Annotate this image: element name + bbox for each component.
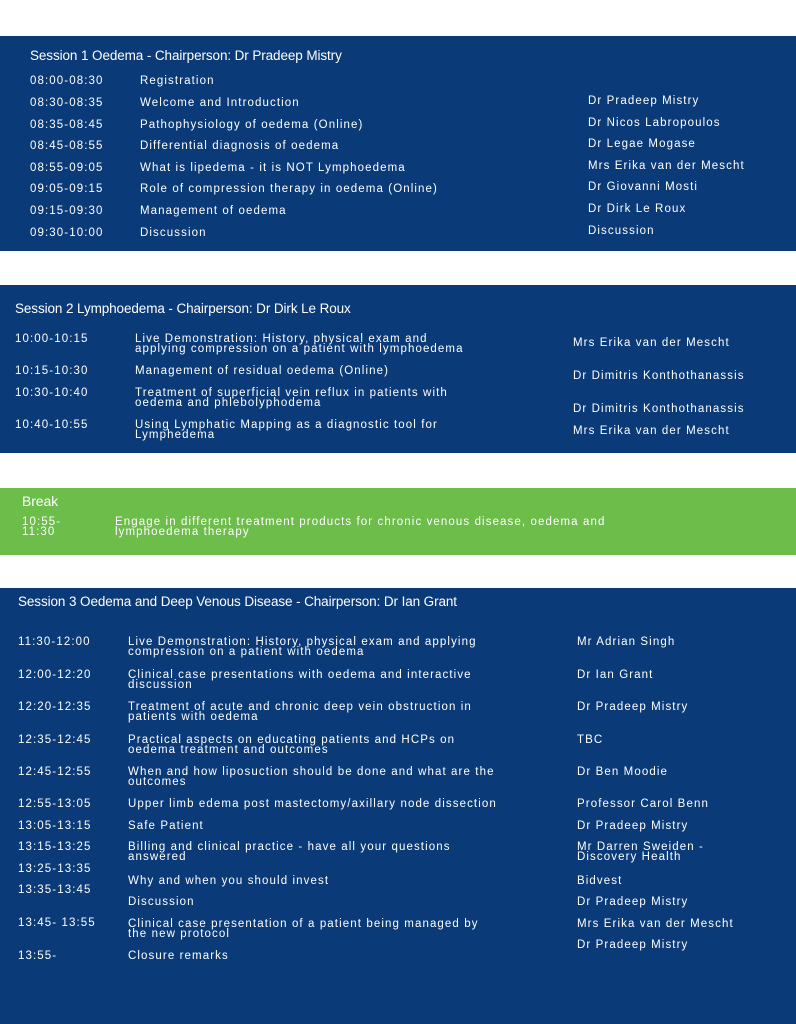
session-3-panel xyxy=(0,588,796,1024)
session-1-panel xyxy=(0,36,796,251)
session-1-topic: Welcome and Introduction xyxy=(140,97,300,109)
session-1-topic: Pathophysiology of oedema (Online) xyxy=(140,119,364,131)
session-3-time: 13:05-13:15 xyxy=(18,820,92,832)
session-1-time: 09:05-09:15 xyxy=(30,183,104,195)
session-1-topic: Differential diagnosis of oedema xyxy=(140,140,340,152)
session-3-topic: Why and when you should invest xyxy=(128,875,330,887)
session-1-topic: What is lipedema - it is NOT Lymphoedema xyxy=(140,162,406,174)
session-2-panel xyxy=(0,285,796,453)
session-3-topic: Practical aspects on educating patients and HCPs on oedema treatment and outcomes xyxy=(128,734,456,756)
session-1-time: 08:30-08:35 xyxy=(30,97,104,109)
session-3-speaker: Dr Ben Moodie xyxy=(577,766,669,778)
session-1-speaker: Dr Nicos Labropoulos xyxy=(588,117,721,129)
session-3-speaker: Dr Pradeep Mistry xyxy=(577,896,689,908)
session-3-time: 13:35-13:45 xyxy=(18,884,92,896)
break-title: Break xyxy=(22,493,59,509)
break-time: 10:55- 11:30 xyxy=(22,516,62,538)
session-2-topic: Treatment of superficial vein reflux in patients with oedema and phlebolyphodema xyxy=(135,387,448,409)
session-1-speaker: Dr Dirk Le Roux xyxy=(588,203,687,215)
session-1-time: 08:00-08:30 xyxy=(30,75,104,87)
session-3-speaker: TBC xyxy=(577,734,604,746)
session-3-speaker: Mr Darren Sweiden - Discovery Health xyxy=(577,841,704,863)
session-3-speaker: Dr Pradeep Mistry xyxy=(577,701,689,713)
session-1-speaker: Dr Giovanni Mosti xyxy=(588,181,699,193)
session-1-topic: Registration xyxy=(140,75,215,87)
session-3-time: 11:30-12:00 xyxy=(18,636,91,648)
session-3-time: 12:45-12:55 xyxy=(18,766,92,778)
session-3-time: 13:15-13:25 xyxy=(18,841,92,853)
session-3-title: Session 3 Oedema and Deep Venous Disease - Chairperson: Dr Ian Grant xyxy=(18,594,457,609)
session-1-time: 08:55-09:05 xyxy=(30,162,104,174)
session-3-topic: Discussion xyxy=(128,896,195,908)
session-3-speaker: Dr Pradeep Mistry xyxy=(577,939,689,951)
session-3-topic: Clinical case presentations with oedema and interactive discussion xyxy=(128,669,472,691)
session-3-speaker: Bidvest xyxy=(577,875,623,887)
session-3-time: 13:55- xyxy=(18,950,58,962)
session-3-topic: Closure remarks xyxy=(128,950,229,962)
session-3-time: 13:25-13:35 xyxy=(18,863,92,875)
session-1-time: 08:45-08:55 xyxy=(30,140,104,152)
break-topic: Engage in different treatment products for chronic venous disease, oedema and lymphoedema therapy xyxy=(115,516,606,538)
session-2-topic: Using Lymphatic Mapping as a diagnostic tool for Lymphedema xyxy=(135,419,438,441)
session-3-speaker: Professor Carol Benn xyxy=(577,798,709,810)
session-3-speaker: Mrs Erika van der Mescht xyxy=(577,918,734,930)
session-3-topic: Safe Patient xyxy=(128,820,204,832)
session-3-time: 12:20-12:35 xyxy=(18,701,92,713)
session-1-topic: Discussion xyxy=(140,227,207,239)
session-3-speaker: Mr Adrian Singh xyxy=(577,636,676,648)
session-3-topic: Billing and clinical practice - have all your questions answered xyxy=(128,841,451,863)
session-1-speaker: Dr Legae Mogase xyxy=(588,138,696,150)
session-3-time: 12:35-12:45 xyxy=(18,734,92,746)
session-1-topic: Role of compression therapy in oedema (Online) xyxy=(140,183,438,195)
session-1-speaker: Mrs Erika van der Mescht xyxy=(588,160,745,172)
session-3-speaker: Dr Pradeep Mistry xyxy=(577,820,689,832)
session-2-speaker: Mrs Erika van der Mescht xyxy=(573,425,730,437)
session-2-time: 10:00-10:15 xyxy=(15,333,89,345)
session-1-speaker: Dr Pradeep Mistry xyxy=(588,95,700,107)
session-1-time: 08:35-08:45 xyxy=(30,119,104,131)
session-3-time: 13:45- 13:55 xyxy=(18,917,96,929)
session-2-topic: Live Demonstration: History, physical exam and applying compression on a patient with lymphoedema xyxy=(135,333,464,355)
session-2-time: 10:40-10:55 xyxy=(15,419,89,431)
session-2-time: 10:30-10:40 xyxy=(15,387,89,399)
session-3-topic: When and how liposuction should be done and what are the outcomes xyxy=(128,766,495,788)
session-2-speaker: Dr Dimitris Konthothanassis xyxy=(573,403,745,415)
session-1-speaker: Discussion xyxy=(588,225,655,237)
session-3-topic: Treatment of acute and chronic deep vein obstruction in patients with oedema xyxy=(128,701,472,723)
session-2-title: Session 2 Lymphoedema - Chairperson: Dr Dirk Le Roux xyxy=(15,301,351,316)
session-2-speaker: Dr Dimitris Konthothanassis xyxy=(573,370,745,382)
break-panel xyxy=(0,488,796,555)
session-1-time: 09:30-10:00 xyxy=(30,227,104,239)
session-1-title: Session 1 Oedema - Chairperson: Dr Pradeep Mistry xyxy=(30,48,342,63)
session-3-topic: Upper limb edema post mastectomy/axillary node dissection xyxy=(128,798,497,810)
session-1-topic: Management of oedema xyxy=(140,205,287,217)
session-3-topic: Clinical case presentation of a patient being managed by the new protocol xyxy=(128,918,479,940)
session-2-time: 10:15-10:30 xyxy=(15,365,89,377)
session-3-time: 12:00-12:20 xyxy=(18,669,92,681)
session-3-topic: Live Demonstration: History, physical exam and applying compression on a patient with oedema xyxy=(128,636,477,658)
session-1-time: 09:15-09:30 xyxy=(30,205,104,217)
session-2-topic: Management of residual oedema (Online) xyxy=(135,365,390,377)
session-3-speaker: Dr Ian Grant xyxy=(577,669,654,681)
session-3-time: 12:55-13:05 xyxy=(18,798,92,810)
session-2-speaker: Mrs Erika van der Mescht xyxy=(573,337,730,349)
